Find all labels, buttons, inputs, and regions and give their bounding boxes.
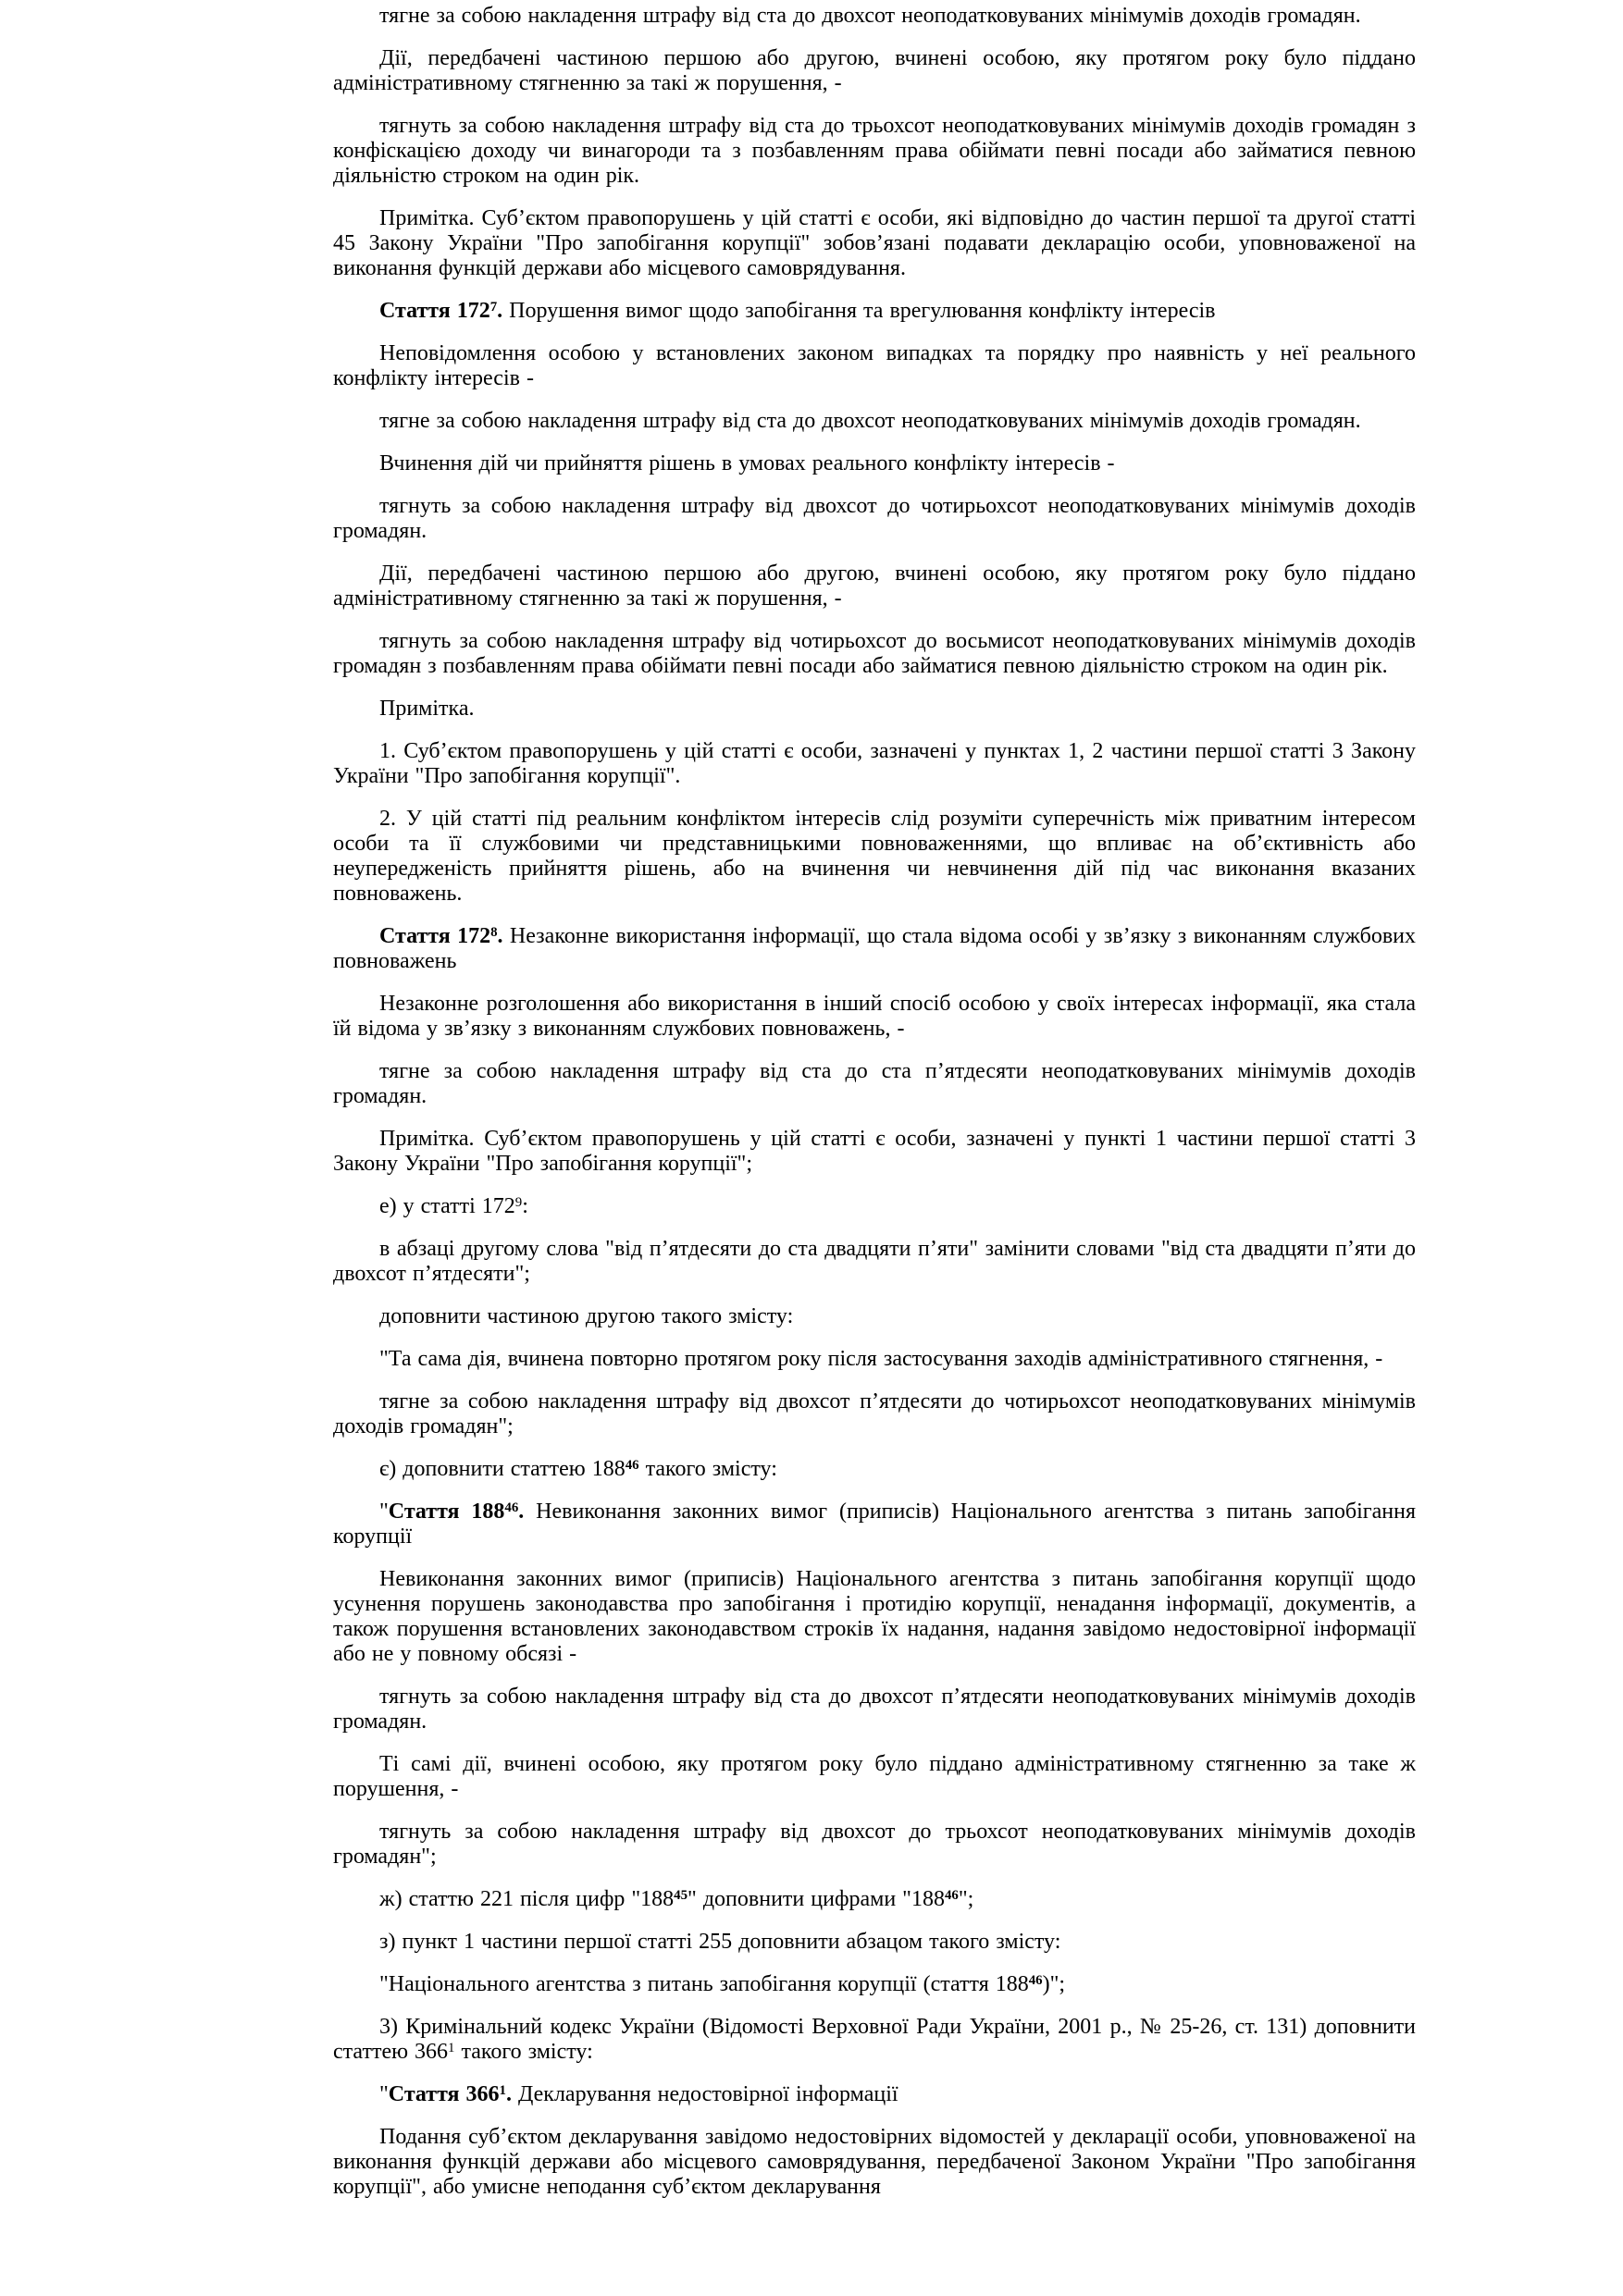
paragraph <box>333 2082 1416 2107</box>
text-run: Неповідомлення особою у встановлених законом випадках та порядку про наявність у неї реального конфлікту інтересів - <box>333 341 1416 390</box>
text-run: Дії, передбачені частиною першою або другою, вчинені особою, яку протягом року було піддано адміністративному стягненню за такі ж порушення, - <box>333 46 1416 95</box>
paragraph <box>333 1457 1416 1482</box>
article-number-superscript: 7 <box>489 299 498 315</box>
paragraph <box>333 451 1416 476</box>
paragraph <box>333 2015 1416 2065</box>
paragraph <box>333 1972 1416 1997</box>
article-number-superscript: 9 <box>514 1194 523 1210</box>
document-body <box>333 4 1416 2200</box>
text-run: такого змісту: <box>638 1457 777 1481</box>
paragraph <box>333 341 1416 391</box>
paragraph <box>333 739 1416 789</box>
text-run: Стаття 366 <box>388 2082 500 2106</box>
text-run: . <box>497 924 510 948</box>
text-run: 3) Кримінальний кодекс України (Відомості Верховної Ради України, 2001 р., № 25-26, ст. 131) доповнити статтею 366 <box>333 2015 1416 2064</box>
text-run: Ті самі дії, вчинені особою, яку протягом року було піддано адміністративному стягненню за таке ж порушення, - <box>333 1752 1416 1801</box>
text-run: тягнуть за собою накладення штрафу від двохсот до трьохсот неоподатковуваних мінімумів доходів громадян"; <box>333 1820 1416 1869</box>
paragraph <box>333 409 1416 434</box>
text-run: "; <box>958 1887 974 1911</box>
text-run: Примітка. <box>379 697 475 721</box>
paragraph <box>333 1059 1416 1109</box>
paragraph <box>333 494 1416 544</box>
text-run: 2. У цій статті під реальним конфліктом інтересів слід розуміти суперечність між приватним інтересом особи та її службовими чи представницькими повноваженнями, що впливає на об’єктивність або неупередженість прийняття рішень, або на вчинення чи невчинення дій під час виконання вказаних повноважень. <box>333 807 1416 906</box>
text-run: )"; <box>1042 1972 1066 1996</box>
paragraph <box>333 1127 1416 1177</box>
paragraph <box>333 1347 1416 1372</box>
text-run: тягнуть за собою накладення штрафу від двохсот до чотирьохсот неоподатковуваних мінімумів доходів громадян. <box>333 494 1416 543</box>
text-run: тягне за собою накладення штрафу від ста до двохсот неоподатковуваних мінімумів доходів громадян. <box>379 409 1361 433</box>
text-run: . <box>497 299 510 323</box>
article-number-superscript: 45 <box>674 1887 688 1903</box>
text-run: тягне за собою накладення штрафу від ста до двохсот неоподатковуваних мінімумів доходів громадян. <box>379 4 1361 28</box>
text-run: Незаконне використання інформації, що стала відома особі у зв’язку з виконанням службових повноважень <box>333 924 1417 973</box>
paragraph <box>333 924 1416 974</box>
text-run: " <box>379 2082 389 2106</box>
text-run: "Національного агентства з питань запобігання корупції (стаття 188 <box>379 1972 1029 1996</box>
paragraph <box>333 1685 1416 1734</box>
text-run: Примітка. Суб’єктом правопорушень у цій статті є особи, зазначені у пункті 1 частини першої статті 3 Закону України "Про запобігання корупції"; <box>333 1127 1416 1176</box>
text-run: доповнити частиною другою такого змісту: <box>379 1304 794 1328</box>
article-number-superscript: 1 <box>499 2082 506 2098</box>
text-run: Стаття 172 <box>379 924 491 948</box>
text-run: . <box>518 1500 537 1524</box>
text-run: Подання суб’єктом декларування завідомо недостовірних відомостей у декларації особи, уповноваженої на виконання функцій держави або місцевого самоврядування, передбаченої Законом України "Про запобігання корупції", або умисне неподання суб’єктом декларування <box>333 2125 1416 2199</box>
paragraph <box>333 1930 1416 1955</box>
text-run: " доповнити цифрами "188 <box>688 1887 945 1911</box>
paragraph <box>333 697 1416 722</box>
text-run: такого змісту: <box>454 2040 593 2064</box>
article-number-superscript: 46 <box>1028 1972 1043 1988</box>
article-number-superscript: 46 <box>625 1457 639 1473</box>
text-run: тягнуть за собою накладення штрафу від ста до двохсот п’ятдесяти неоподатковуваних мінімумів доходів громадян. <box>333 1685 1416 1734</box>
text-run: ж) статтю 221 після цифр "188 <box>379 1887 675 1911</box>
paragraph <box>333 46 1416 96</box>
article-number-superscript: 46 <box>504 1500 519 1515</box>
text-run: є) доповнити статтею 188 <box>379 1457 626 1481</box>
text-run: Порушення вимог щодо запобігання та врегулювання конфлікту інтересів <box>509 299 1216 323</box>
paragraph <box>333 992 1416 1042</box>
text-run: тягнуть за собою накладення штрафу від ста до трьохсот неоподатковуваних мінімумів доходів громадян з конфіскацією доходу чи винагороди та з позбавленням права обіймати певні посади або займатися певною діяльністю строком на один рік. <box>333 114 1416 188</box>
text-run: "Та сама дія, вчинена повторно протягом року після застосування заходів адміністративного стягнення, - <box>379 1347 1383 1371</box>
paragraph <box>333 1752 1416 1802</box>
paragraph <box>333 1237 1416 1287</box>
text-run: тягне за собою накладення штрафу від двохсот п’ятдесяти до чотирьохсот неоподатковуваних мінімумів доходів громадян"; <box>333 1389 1416 1438</box>
paragraph <box>333 2125 1416 2200</box>
text-run: тягне за собою накладення штрафу від ста до ста п’ятдесяти неоподатковуваних мінімумів доходів громадян. <box>333 1059 1416 1108</box>
paragraph <box>333 4 1416 29</box>
text-run: з) пункт 1 частини першої статті 255 доповнити абзацом такого змісту: <box>379 1930 1061 1954</box>
text-run: 1. Суб’єктом правопорушень у цій статті є особи, зазначені у пунктах 1, 2 частини першої статті 3 Закону України "Про запобігання корупції". <box>333 739 1416 788</box>
paragraph <box>333 807 1416 907</box>
text-run: Декларування недостовірної інформації <box>517 2082 898 2106</box>
text-run: Незаконне розголошення або використання в інший спосіб особою у своїх інтересах інформації, яка стала їй відома у зв’язку з виконанням службових повноважень, - <box>333 992 1416 1041</box>
text-run: Вчинення дій чи прийняття рішень в умовах реального конфлікту інтересів - <box>379 451 1115 475</box>
text-run: Стаття 188 <box>388 1500 505 1524</box>
paragraph <box>333 1820 1416 1870</box>
paragraph <box>333 629 1416 679</box>
text-run: Невиконання законних вимог (приписів) Національного агентства з питань запобігання корупції щодо усунення порушень законодавства про запобігання і протидію корупції, ненадання інформації, документів, а також порушення встановлених законодавством строків їх надання, надання завідомо недостовірної інформації або не у повному обсязі - <box>333 1567 1416 1666</box>
article-number-superscript: 8 <box>490 924 498 940</box>
text-run: Невиконання законних вимог (приписів) Національного агентства з питань запобігання корупції <box>333 1500 1417 1549</box>
text-run: Примітка. Суб’єктом правопорушень у цій статті є особи, які відповідно до частин першої та другої статті 45 Закону України "Про запобігання корупції" зобов’язані подавати декларацію особи, уповноваженої на виконання функцій держави або місцевого самоврядування. <box>333 206 1416 280</box>
paragraph <box>333 299 1416 324</box>
paragraph <box>333 1304 1416 1329</box>
text-run: Дії, передбачені частиною першою або другою, вчинені особою, яку протягом року було піддано адміністративному стягненню за такі ж порушення, - <box>333 562 1416 611</box>
paragraph <box>333 206 1416 281</box>
paragraph <box>333 1194 1416 1219</box>
text-run: в абзаці другому слова "від п’ятдесяти до ста двадцяти п’яти" замінити словами "від ста двадцяти п’яти до двохсот п’ятдесяти"; <box>333 1237 1416 1286</box>
text-run: . <box>505 2082 518 2106</box>
text-run: Стаття 172 <box>379 299 490 323</box>
paragraph <box>333 1887 1416 1912</box>
paragraph <box>333 1389 1416 1439</box>
paragraph <box>333 1500 1416 1549</box>
article-number-superscript: 1 <box>448 2040 455 2055</box>
paragraph <box>333 562 1416 611</box>
paragraph <box>333 114 1416 189</box>
text-run: тягнуть за собою накладення штрафу від чотирьохсот до восьмисот неоподатковуваних мінімумів доходів громадян з позбавленням права обіймати певні посади або займатися певною діяльністю строком на один рік. <box>333 629 1416 678</box>
text-run: е) у статті 172 <box>379 1194 515 1218</box>
text-run: : <box>522 1194 528 1218</box>
article-number-superscript: 46 <box>944 1887 959 1903</box>
text-run: " <box>379 1500 389 1524</box>
paragraph <box>333 1567 1416 1667</box>
